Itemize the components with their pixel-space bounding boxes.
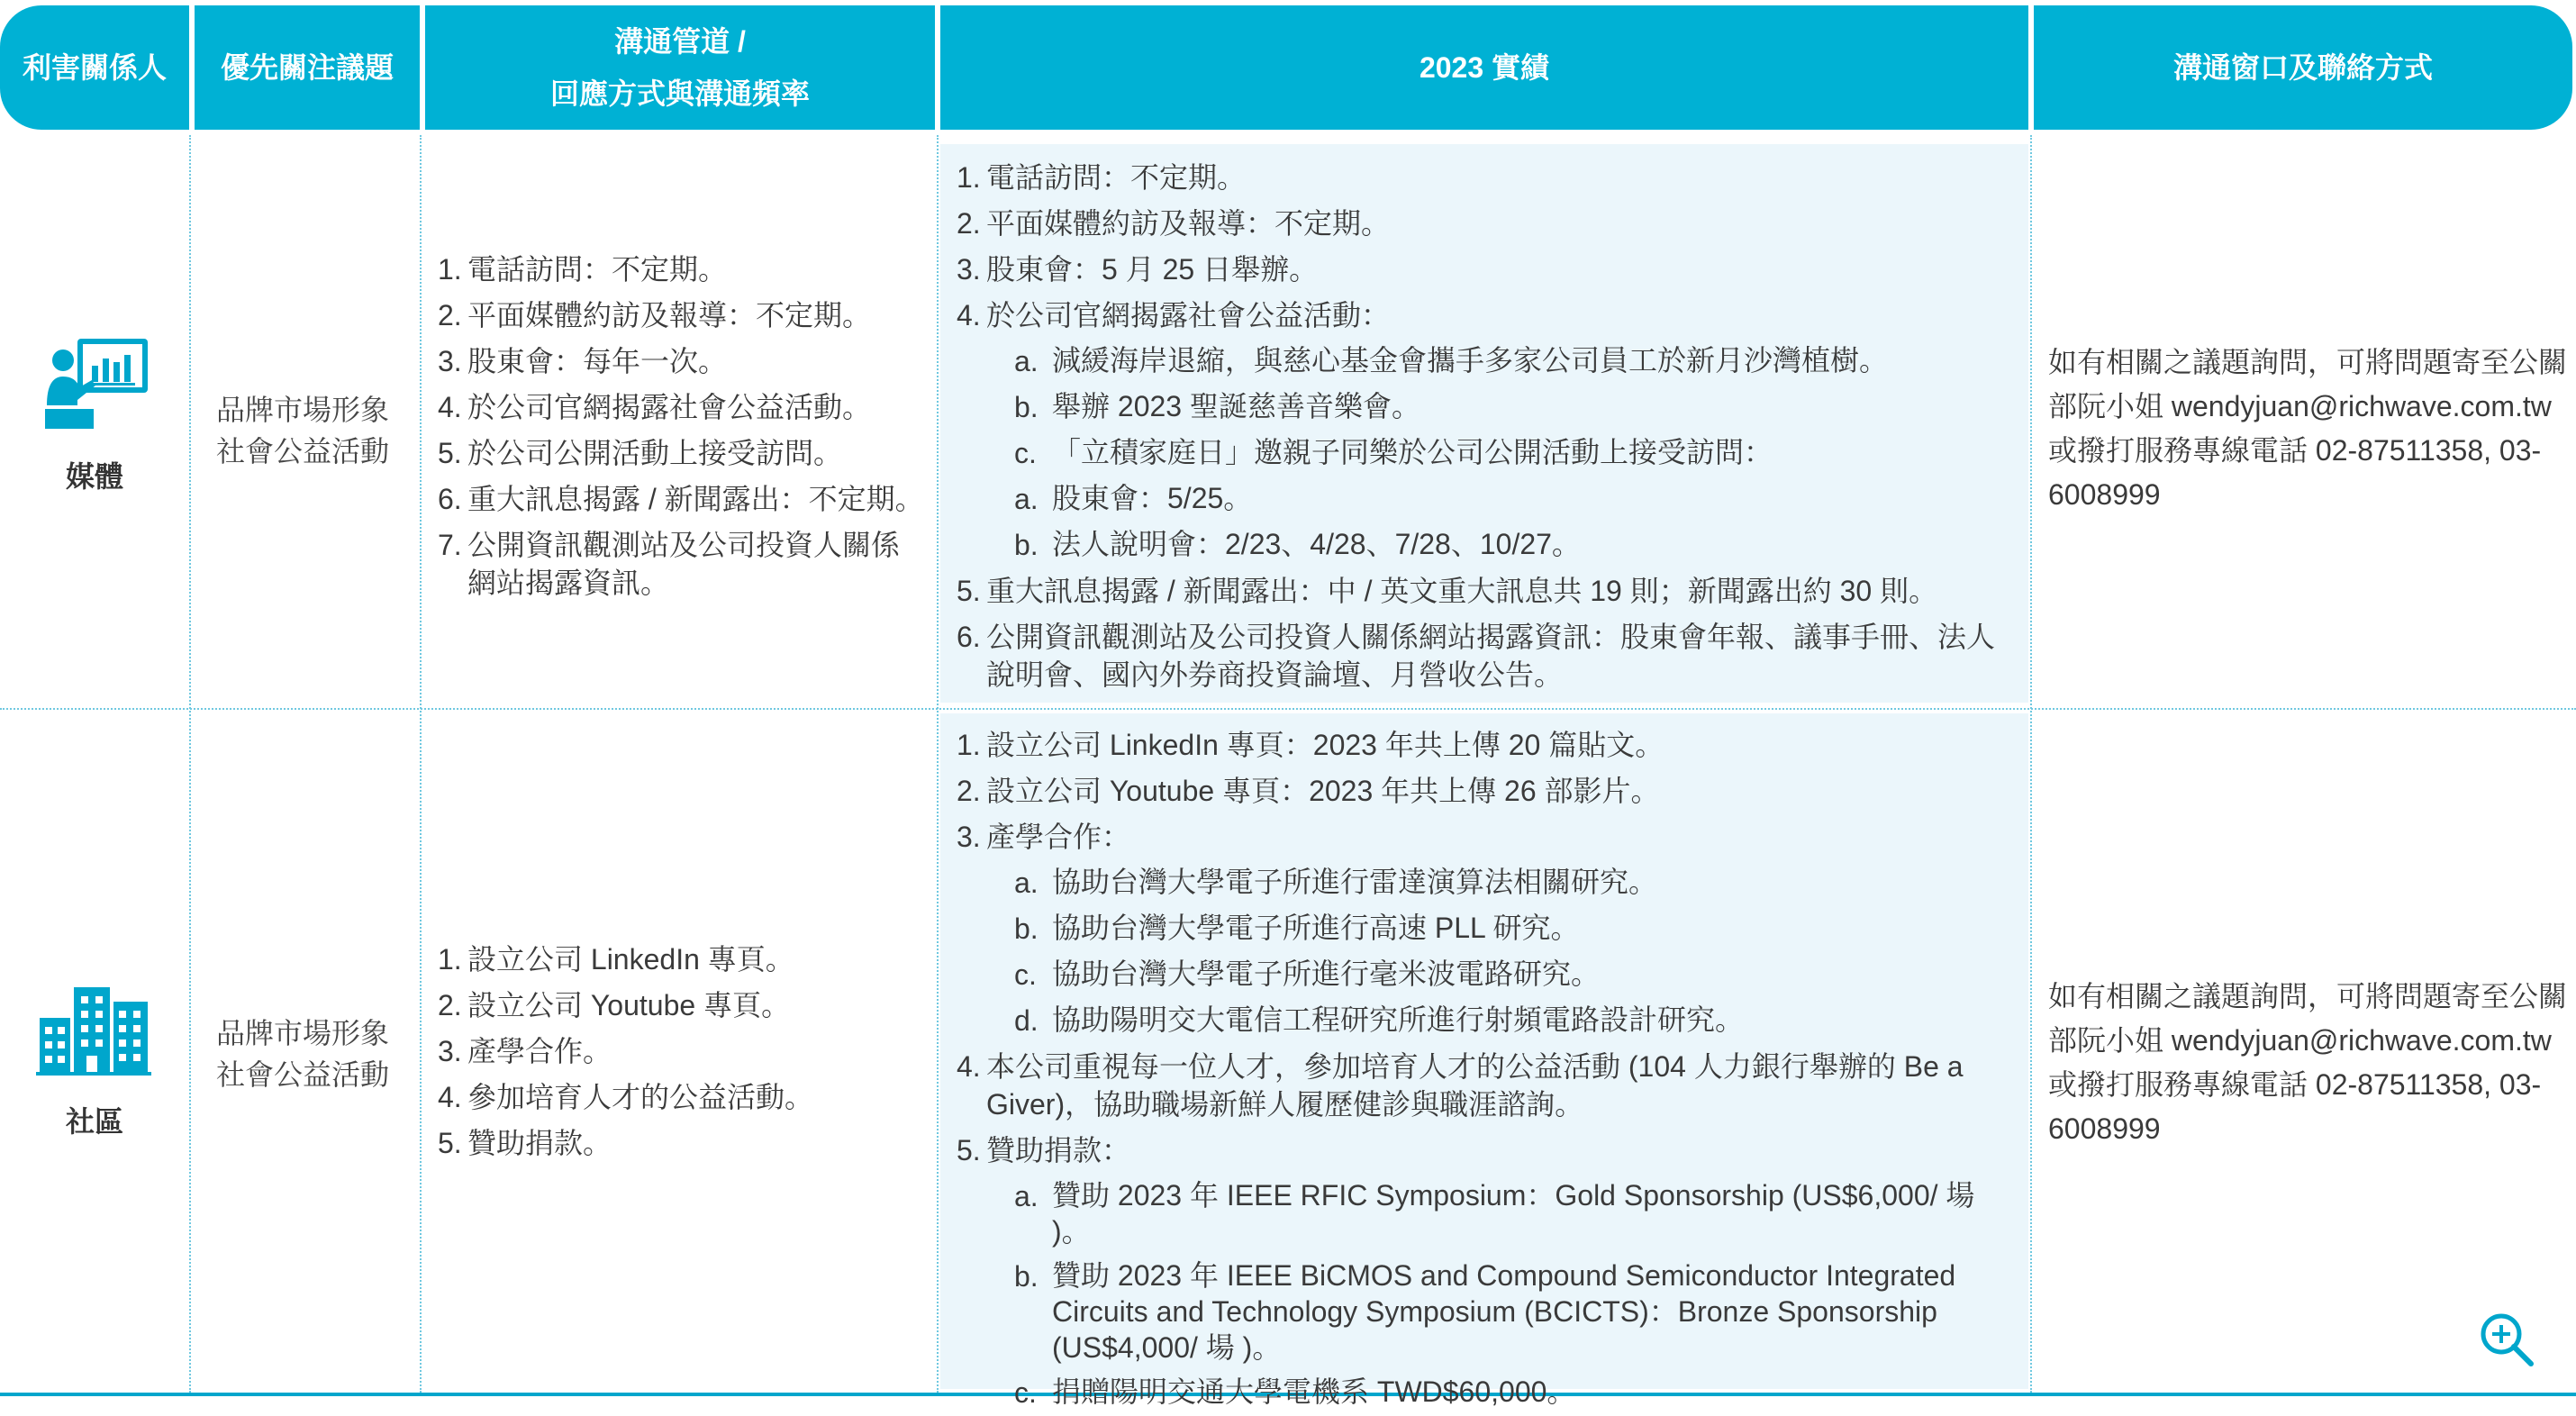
list-item: 2. 設立公司 Youtube 專頁。 — [438, 989, 791, 1021]
header-channels: 溝通管道 / 回應方式與溝通頻率 — [549, 25, 810, 110]
list-item: 5. 於公司公開活動上接受訪問。 — [438, 437, 843, 469]
list-item: 4. 參加培育人才的公益活動。 — [438, 1081, 814, 1113]
list-item: 5. 重大訊息揭露 / 新聞露出：中 / 英文重大訊息共 19 則；新聞露出約 30 則。 — [957, 575, 1938, 607]
list-item: 3. 股東會：每年一次。 — [438, 345, 728, 377]
list-subitem: b. 法人說明會：2/23、4/28、7/28、10/27。 — [1014, 528, 1581, 561]
column-divider — [937, 135, 939, 1393]
list-item: 7. 公開資訊觀測站及公司投資人關係網站揭露資訊。 — [438, 529, 901, 599]
stakeholder-community — [0, 980, 189, 1140]
list-subitem: c. 協助台灣大學電子所進行毫米波電路研究。 — [1014, 958, 1601, 991]
list-subitem: b. 協助台灣大學電子所進行高速 PLL 研究。 — [1014, 912, 1580, 945]
list-subitem: c. 「立積家庭日」邀親子同樂於公司公開活動上接受訪問： — [1014, 436, 1773, 469]
list-item: 1. 電話訪問：不定期。 — [438, 253, 728, 286]
priority-topic: 品牌市場形象社會公益活動 — [216, 394, 390, 467]
list-item: 4. 於公司官網揭露社會公益活動： — [957, 299, 1391, 331]
header-performance: 2023 實績 — [1419, 51, 1550, 84]
list-item: 6. 重大訊息揭露 / 新聞露出：不定期。 — [438, 483, 924, 515]
stakeholder-label: 社區 — [65, 1105, 123, 1138]
list-item: 2. 平面媒體約訪及報導：不定期。 — [438, 299, 872, 331]
list-item: 3. 產學合作。 — [438, 1035, 612, 1067]
list-item: 4. 本公司重視每一位人才，參加培育人才的公益活動 (104 人力銀行舉辦的 Be a Giver)，協助職場新鮮人履歷健診與職涯諮詢。 — [957, 1050, 1964, 1121]
list-subitem: c. 捐贈陽明交通大學電機系 TWD$60,000。 — [1014, 1375, 1576, 1409]
list-item: 3. 產學合作： — [957, 821, 1131, 853]
performance-list — [957, 722, 2019, 1416]
list-item: 6. 公開資訊觀測站及公司投資人關係網站揭露資訊：股東會年報、議事手冊、法人說明會、國內外券商投資論壇、月營收公告。 — [957, 621, 1996, 691]
list-subitem: a. 減緩海岸退縮，與慈心基金會攜手多家公司員工於新月沙灣植樹。 — [1014, 344, 1889, 377]
stakeholder-label: 媒體 — [65, 460, 123, 493]
list-subitem: a. 股東會：5/25。 — [1014, 482, 1253, 515]
presentation-icon — [36, 335, 153, 434]
list-subitem: b. 舉辦 2023 聖誕慈善音樂會。 — [1014, 390, 1420, 423]
channel-list — [438, 247, 924, 606]
list-item: 1. 設立公司 LinkedIn 專頁：2023 年共上傳 20 篇貼文。 — [957, 729, 1664, 761]
contact-info: 如有相關之議題詢問，可將問題寄至公關部阮小姐 wendyjuan@richwave.com.tw 或撥打服務專線電話 02-87511358, 03-6008999 — [2048, 346, 2568, 511]
list-item: 2. 設立公司 Youtube 專頁：2023 年共上傳 26 部影片。 — [957, 775, 1660, 807]
list-item: 1. 設立公司 LinkedIn 專頁。 — [438, 943, 794, 976]
priority-topic: 品牌市場形象社會公益活動 — [216, 1017, 390, 1091]
list-subitem: b. 贊助 2023 年 IEEE BiCMOS and Compound Semiconductor Integrated Circuits and Technology Symposium (BCICTS)：Bronze Sponsorship (US$4,000/ 場 )。 — [1014, 1259, 1956, 1364]
list-item: 3. 股東會：5 月 25 日舉辦。 — [957, 253, 1319, 286]
channel-list — [438, 937, 924, 1166]
zoom-in-button[interactable] — [2477, 1310, 2536, 1374]
row-divider — [0, 708, 2576, 710]
header-stakeholder: 利害關係人 — [22, 51, 167, 84]
column-divider — [189, 135, 191, 1393]
list-subitem: a. 贊助 2023 年 IEEE RFIC Symposium：Gold Sponsorship (US$6,000/ 場 )。 — [1014, 1179, 1975, 1248]
zoom-in-icon — [2477, 1310, 2536, 1369]
list-item: 1. 電話訪問：不定期。 — [957, 161, 1247, 194]
header-priority-topics: 優先關注議題 — [220, 51, 394, 84]
contact-info: 如有相關之議題詢問，可將問題寄至公關部阮小姐 wendyjuan@richwave.com.tw 或撥打服務專線電話 02-87511358, 03-6008999 — [2048, 980, 2568, 1145]
list-subitem: d. 協助陽明交大電信工程研究所進行射頻電路設計研究。 — [1014, 1003, 1745, 1037]
list-subitem: a. 協助台灣大學電子所進行雷達演算法相關研究。 — [1014, 866, 1658, 899]
list-item: 4. 於公司官網揭露社會公益活動。 — [438, 391, 872, 423]
list-item: 5. 贊助捐款。 — [438, 1127, 612, 1159]
header-contact: 溝通窗口及聯絡方式 — [2172, 51, 2433, 84]
stakeholder-media — [0, 335, 189, 495]
list-item: 2. 平面媒體約訪及報導：不定期。 — [957, 207, 1391, 240]
performance-list — [957, 155, 2019, 698]
column-divider — [420, 135, 422, 1393]
list-item: 5. 贊助捐款： — [957, 1134, 1131, 1166]
buildings-icon — [36, 980, 153, 1079]
column-divider — [2030, 135, 2032, 1393]
